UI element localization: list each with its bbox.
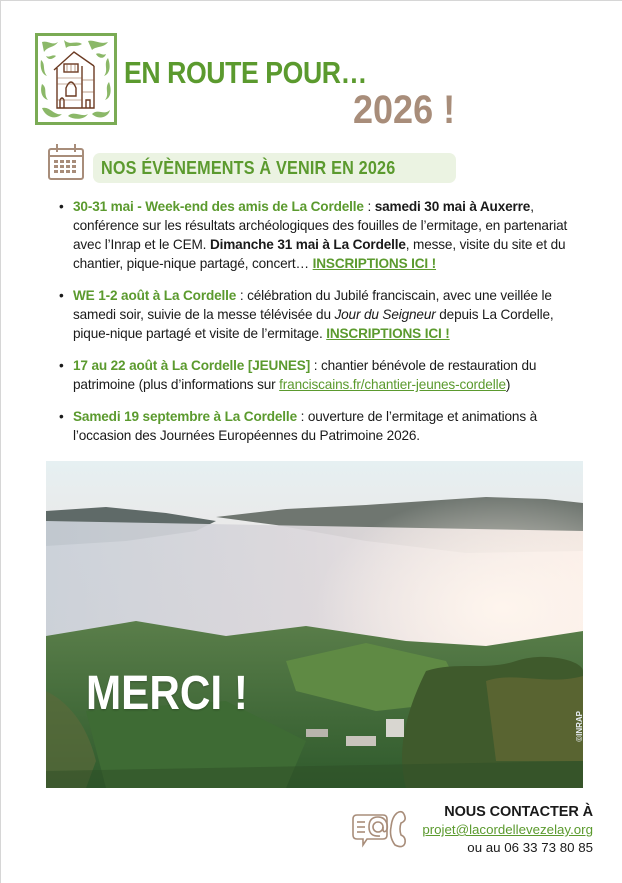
- merci-caption: MERCI !: [86, 667, 248, 720]
- event-item: [59, 197, 579, 273]
- contact-block: [422, 803, 593, 857]
- contact-title: NOUS CONTACTER À: [444, 804, 593, 820]
- registration-link[interactable]: INSCRIPTIONS ICI !: [312, 256, 437, 271]
- section-header: [93, 153, 456, 183]
- info-link[interactable]: franciscains.fr/chantier-jeunes-cordelle: [279, 377, 506, 392]
- event-title: Samedi 19 septembre à La Cordelle: [73, 409, 297, 424]
- event-text: , conférence sur les résultats archéologiques des fouilles de l’ermitage, en partenariat avec l’Inrap et le CEM.: [73, 199, 568, 252]
- event-text: : chantier bénévole de restauration du patrimoine (plus d’informations sur: [73, 358, 537, 392]
- event-item: [59, 356, 579, 394]
- hermitage-logo-icon: [35, 33, 117, 125]
- email-phone-icon: [353, 807, 415, 849]
- event-item: [59, 286, 579, 343]
- title-line-1: EN ROUTE POUR…: [124, 55, 367, 90]
- event-title: 17 au 22 août à La Cordelle [JEUNES]: [73, 358, 311, 373]
- title-line-2: 2026 !: [353, 88, 456, 132]
- event-separator: :: [363, 199, 375, 214]
- event-item: [59, 407, 579, 445]
- contact-phone: ou au 06 33 73 80 85: [467, 840, 593, 855]
- event-text: ): [505, 377, 511, 392]
- events-list: [59, 197, 579, 458]
- event-bold: samedi 30 mai à Auxerre: [374, 199, 531, 214]
- landscape-photo: [46, 461, 583, 788]
- event-text: , messe, visite du site et du chantier, pique-nique partagé, concert…: [73, 237, 566, 271]
- event-italic: Jour du Seigneur: [334, 307, 436, 322]
- event-text: : ouverture de l’ermitage et animations à l’occasion des Journées Européennes du Patrimoine 2026.: [73, 409, 538, 443]
- section-title: NOS ÉVÈNEMENTS À VENIR EN 2026: [101, 157, 396, 178]
- event-text: depuis La Cordelle, pique-nique partagé et visite de l’ermitage.: [73, 307, 554, 341]
- registration-link[interactable]: INSCRIPTIONS ICI !: [326, 326, 450, 341]
- event-title: WE 1-2 août à La Cordelle: [73, 288, 237, 303]
- event-bold: Dimanche 31 mai à La Cordelle: [209, 237, 406, 252]
- calendar-icon: [47, 143, 85, 181]
- event-text: : célébration du Jubilé franciscain, avec une veillée le samedi soir, suivie de la messe télévisée du: [73, 288, 552, 322]
- contact-email-link[interactable]: projet@lacordellevezelay.org: [422, 822, 593, 837]
- event-title: 30-31 mai - Week-end des amis de La Cordelle: [73, 199, 364, 214]
- photo-credit: ©INRAP: [575, 711, 584, 742]
